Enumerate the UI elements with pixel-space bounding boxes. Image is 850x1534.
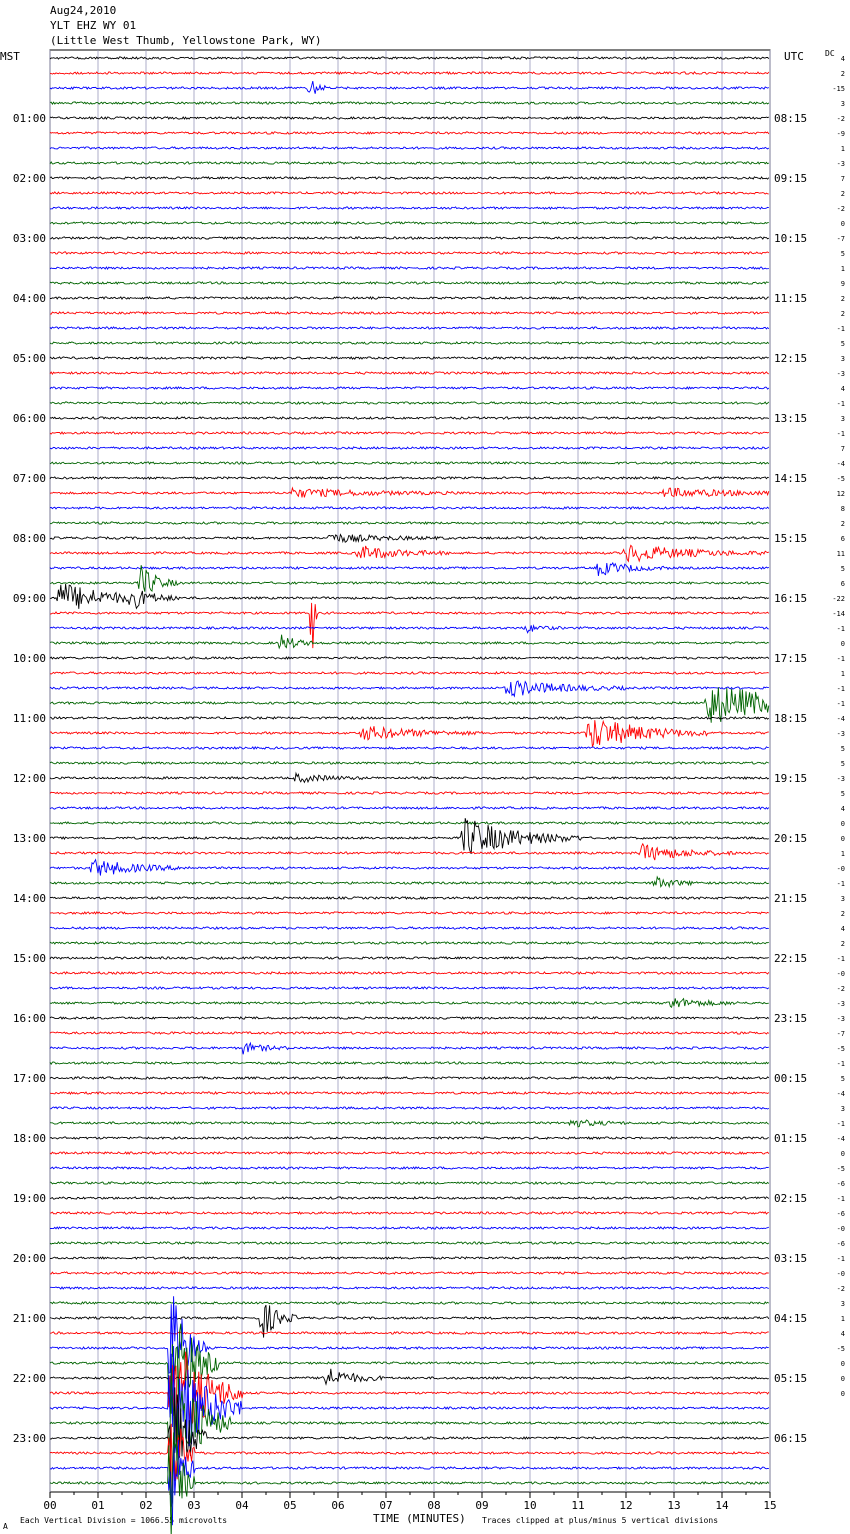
x-tick-label: 15 <box>763 1499 777 1512</box>
utc-hour-label: 20:15 <box>774 832 808 845</box>
trace-row <box>50 132 769 134</box>
trace-row <box>50 1287 769 1289</box>
mst-hour-label: 18:00 <box>12 1132 46 1145</box>
utc-hour-label: 14:15 <box>774 472 808 485</box>
dc-offset-label: -3 <box>836 370 845 378</box>
dc-offset-label: 1 <box>840 1315 845 1323</box>
mst-hour-label: 21:00 <box>12 1312 46 1325</box>
trace-row <box>50 563 769 576</box>
trace-row <box>50 522 769 524</box>
trace-row <box>50 1120 769 1127</box>
trace-row <box>50 387 769 389</box>
dc-offset-label: 0 <box>840 1375 845 1383</box>
trace-row <box>50 860 769 876</box>
trace-row <box>50 267 769 269</box>
trace-row <box>50 762 769 764</box>
trace-row <box>50 1324 769 1414</box>
dc-offset-label: -2 <box>836 115 845 123</box>
trace-row <box>50 1272 769 1274</box>
trace-row <box>50 1424 769 1495</box>
mst-hour-label: 09:00 <box>12 592 46 605</box>
trace-row <box>50 162 769 164</box>
trace-row <box>50 102 769 104</box>
dc-offset-label: -0 <box>836 1270 845 1278</box>
dc-offset-label: 5 <box>840 760 845 768</box>
trace-row <box>50 1152 769 1154</box>
dc-offset-label: -1 <box>836 1195 845 1203</box>
mst-hour-label: 02:00 <box>12 172 46 185</box>
trace-row <box>50 681 769 696</box>
x-tick-label: 09 <box>475 1499 489 1512</box>
dc-offset-label: 2 <box>840 520 845 528</box>
trace-row <box>50 1369 769 1384</box>
dc-offset-label: 3 <box>840 415 845 423</box>
dc-offset-label: 5 <box>840 790 845 798</box>
mst-hour-label: 23:00 <box>12 1432 46 1445</box>
dc-offset-label: 0 <box>840 640 845 648</box>
trace-row <box>50 252 769 254</box>
dc-offset-label: 0 <box>840 820 845 828</box>
trace-row <box>50 545 769 561</box>
dc-offset-label: -1 <box>836 1255 845 1263</box>
dc-offset-label: -7 <box>836 235 845 243</box>
dc-offset-label: -4 <box>836 1135 845 1143</box>
x-tick-label: 03 <box>187 1499 201 1512</box>
mst-hour-label: 10:00 <box>12 652 46 665</box>
trace-row <box>50 635 769 648</box>
dc-offset-label: -3 <box>836 160 845 168</box>
mst-hour-label: 16:00 <box>12 1012 46 1025</box>
trace-row <box>50 1296 769 1373</box>
dc-offset-label: -4 <box>836 715 845 723</box>
station-location: (Little West Thumb, Yellowstone Park, WY) <box>50 34 322 47</box>
dc-offset-label: -3 <box>836 730 845 738</box>
mst-hour-label: 17:00 <box>12 1072 46 1085</box>
utc-hour-label: 01:15 <box>774 1132 808 1145</box>
utc-hour-label: 21:15 <box>774 892 808 905</box>
axis-labels <box>13 55 845 1512</box>
trace-row <box>50 1062 769 1064</box>
trace-row <box>50 657 769 659</box>
x-tick-label: 07 <box>379 1499 393 1512</box>
x-tick-label: 11 <box>571 1499 585 1512</box>
dc-offset-label: -1 <box>836 685 845 693</box>
minute-gridlines <box>50 50 770 1498</box>
trace-row <box>50 297 769 299</box>
mst-hour-label: 06:00 <box>12 412 46 425</box>
mst-hour-label: 12:00 <box>12 772 46 785</box>
trace-row <box>50 372 769 374</box>
dc-offset-label: 7 <box>840 445 845 453</box>
corner-mark: A <box>3 1522 8 1531</box>
dc-offset-label: 0 <box>840 1360 845 1368</box>
utc-hour-label: 08:15 <box>774 112 808 125</box>
dc-offset-label: 4 <box>840 925 845 933</box>
utc-hour-label: 17:15 <box>774 652 808 665</box>
trace-row <box>50 507 769 509</box>
utc-hour-label: 03:15 <box>774 1252 808 1265</box>
dc-offset-label: -4 <box>836 1090 845 1098</box>
trace-row <box>50 432 769 434</box>
utc-hour-label: 16:15 <box>774 592 808 605</box>
dc-offset-label: -1 <box>836 1120 845 1128</box>
trace-row <box>50 1346 769 1453</box>
trace-row <box>50 1077 769 1079</box>
dc-offset-label: 2 <box>840 940 845 948</box>
trace-row <box>50 1032 769 1034</box>
mst-hour-label: 04:00 <box>12 292 46 305</box>
trace-row <box>50 603 769 648</box>
mst-hour-label: 14:00 <box>12 892 46 905</box>
trace-row <box>50 1017 769 1019</box>
utc-axis-label: UTC <box>784 50 804 63</box>
mst-hour-label: 05:00 <box>12 352 46 365</box>
trace-row <box>50 942 769 944</box>
mst-axis-label: MST <box>0 50 20 63</box>
dc-offset-label: -1 <box>836 955 845 963</box>
trace-row <box>50 447 769 449</box>
dc-offset-label: -1 <box>836 430 845 438</box>
mst-hour-label: 19:00 <box>12 1192 46 1205</box>
dc-offset-label: -15 <box>832 85 845 93</box>
dc-offset-label: -5 <box>836 1045 845 1053</box>
dc-offset-label: 2 <box>840 310 845 318</box>
trace-row <box>50 1352 769 1450</box>
dc-offset-label: 9 <box>840 280 845 288</box>
x-tick-label: 01 <box>91 1499 105 1512</box>
dc-offset-label: -3 <box>836 775 845 783</box>
trace-row <box>50 207 769 209</box>
mst-hour-label: 20:00 <box>12 1252 46 1265</box>
x-tick-label: 06 <box>331 1499 345 1512</box>
plot-frame <box>50 50 770 1492</box>
trace-row <box>50 972 769 974</box>
trace-row <box>50 1043 769 1054</box>
mst-hour-label: 03:00 <box>12 232 46 245</box>
dc-offset-label: -4 <box>836 460 845 468</box>
x-tick-label: 12 <box>619 1499 633 1512</box>
dc-offset-label: 0 <box>840 220 845 228</box>
mst-hour-label: 11:00 <box>12 712 46 725</box>
dc-offset-label: -1 <box>836 700 845 708</box>
dc-offset-label: 2 <box>840 295 845 303</box>
trace-row <box>50 462 769 464</box>
trace-row <box>50 717 769 719</box>
dc-offset-label: 1 <box>840 850 845 858</box>
trace-row <box>50 807 769 809</box>
dc-offset-label: 3 <box>840 355 845 363</box>
utc-hour-label: 18:15 <box>774 712 808 725</box>
dc-offset-label: -3 <box>836 1000 845 1008</box>
x-tick-label: 05 <box>283 1499 297 1512</box>
utc-hour-label: 02:15 <box>774 1192 808 1205</box>
dc-offset-label: 1 <box>840 265 845 273</box>
dc-offset-label: 6 <box>840 535 845 543</box>
trace-row <box>50 417 769 419</box>
dc-offset-label: 5 <box>840 745 845 753</box>
scale-note: Each Vertical Division = 1066.55 microvolts <box>20 1516 228 1525</box>
dc-offset-label: 8 <box>840 505 845 513</box>
dc-offset-label: -7 <box>836 1030 845 1038</box>
trace-row <box>50 1332 769 1334</box>
trace-row <box>50 747 769 749</box>
utc-hour-label: 05:15 <box>774 1372 808 1385</box>
trace-row <box>50 625 769 632</box>
trace-row <box>50 312 769 314</box>
trace-row <box>50 81 769 94</box>
dc-offset-label: -9 <box>836 130 845 138</box>
trace-row <box>50 72 769 74</box>
x-tick-label: 08 <box>427 1499 441 1512</box>
trace-row <box>50 1257 769 1259</box>
trace-row <box>50 1302 769 1304</box>
trace-row <box>50 117 769 119</box>
mst-hour-label: 07:00 <box>12 472 46 485</box>
dc-offset-label: 4 <box>840 1330 845 1338</box>
trace-row <box>50 342 769 344</box>
dc-offset-label: -0 <box>836 1225 845 1233</box>
dc-offset-label: -1 <box>836 1060 845 1068</box>
x-axis-title: TIME (MINUTES) <box>373 1512 466 1525</box>
mst-hour-label: 15:00 <box>12 952 46 965</box>
utc-hour-label: 22:15 <box>774 952 808 965</box>
dc-offset-label: 0 <box>840 1150 845 1158</box>
seismic-traces <box>50 57 769 1534</box>
trace-row <box>50 1107 769 1109</box>
dc-offset-label: 1 <box>840 670 845 678</box>
trace-row <box>50 957 769 959</box>
utc-hour-label: 04:15 <box>774 1312 808 1325</box>
x-tick-label: 10 <box>523 1499 537 1512</box>
dc-offset-label: 4 <box>840 55 845 63</box>
trace-row <box>50 535 769 543</box>
trace-row <box>50 327 769 329</box>
dc-offset-label: -1 <box>836 325 845 333</box>
dc-offset-label: -6 <box>836 1240 845 1248</box>
trace-row <box>50 1387 769 1506</box>
trace-row <box>50 1368 769 1481</box>
dc-offset-label: -3 <box>836 1015 845 1023</box>
dc-offset-label: 3 <box>840 100 845 108</box>
dc-offset-label: 2 <box>840 70 845 78</box>
dc-offset-label: 12 <box>836 490 845 498</box>
utc-hour-label: 11:15 <box>774 292 808 305</box>
dc-offset-label: -5 <box>836 1165 845 1173</box>
utc-hour-label: 09:15 <box>774 172 808 185</box>
dc-offset-label: 0 <box>840 1390 845 1398</box>
dc-offset-label: -6 <box>836 1210 845 1218</box>
trace-row <box>50 987 769 989</box>
dc-offset-label: 4 <box>840 385 845 393</box>
trace-row <box>50 237 769 239</box>
dc-offset-label: -1 <box>836 880 845 888</box>
clip-note: Traces clipped at plus/minus 5 vertical divisions <box>482 1516 719 1525</box>
trace-row <box>50 1242 769 1244</box>
dc-offset-label: 5 <box>840 1075 845 1083</box>
trace-row <box>50 192 769 194</box>
dc-offset-label: -2 <box>836 205 845 213</box>
dc-offset-label: 11 <box>836 550 845 558</box>
trace-row <box>50 1137 769 1139</box>
trace-row <box>50 402 769 404</box>
x-tick-label: 13 <box>667 1499 681 1512</box>
x-tick-label: 02 <box>139 1499 153 1512</box>
dc-offset-label: 2 <box>840 910 845 918</box>
trace-row <box>50 222 769 224</box>
x-tick-label: 00 <box>43 1499 57 1512</box>
dc-offset-label: -14 <box>832 610 845 618</box>
trace-row <box>50 1227 769 1229</box>
trace-row <box>50 844 769 860</box>
x-tick-label: 04 <box>235 1499 249 1512</box>
dc-offset-label: -6 <box>836 1180 845 1188</box>
dc-offset-label: 0 <box>840 835 845 843</box>
dc-offset-label: 5 <box>840 250 845 258</box>
trace-row <box>50 477 769 479</box>
trace-row <box>50 584 769 609</box>
dc-column-label: DC <box>825 49 835 58</box>
dc-offset-label: -5 <box>836 1345 845 1353</box>
dc-offset-label: 6 <box>840 580 845 588</box>
dc-offset-label: 1 <box>840 145 845 153</box>
mst-hour-label: 08:00 <box>12 532 46 545</box>
record-date: Aug24,2010 <box>50 4 117 17</box>
dc-offset-label: -1 <box>836 400 845 408</box>
trace-row <box>50 927 769 929</box>
dc-offset-label: -22 <box>832 595 845 603</box>
trace-row <box>50 282 769 284</box>
trace-row <box>50 147 769 149</box>
trace-row <box>50 1182 769 1184</box>
station-code: YLT EHZ WY 01 <box>50 19 137 32</box>
trace-row <box>50 177 769 179</box>
dc-offset-label: -1 <box>836 625 845 633</box>
trace-row <box>50 1432 769 1534</box>
dc-offset-label: 7 <box>840 175 845 183</box>
x-tick-label: 14 <box>715 1499 729 1512</box>
trace-row <box>50 897 769 899</box>
dc-offset-label: -1 <box>836 655 845 663</box>
utc-hour-label: 19:15 <box>774 772 808 785</box>
dc-offset-label: 3 <box>840 1300 845 1308</box>
mst-hour-label: 22:00 <box>12 1372 46 1385</box>
dc-offset-label: -2 <box>836 1285 845 1293</box>
utc-hour-label: 23:15 <box>774 1012 808 1025</box>
dc-offset-label: -5 <box>836 475 845 483</box>
trace-row <box>50 998 769 1007</box>
dc-offset-label: 3 <box>840 895 845 903</box>
trace-row <box>50 822 769 824</box>
utc-hour-label: 10:15 <box>774 232 808 245</box>
dc-offset-label: 2 <box>840 190 845 198</box>
dc-offset-label: 5 <box>840 565 845 573</box>
dc-offset-label: 5 <box>840 340 845 348</box>
dc-offset-label: -2 <box>836 985 845 993</box>
trace-row <box>50 672 769 674</box>
utc-hour-label: 00:15 <box>774 1072 808 1085</box>
trace-row <box>50 720 769 746</box>
trace-row <box>50 488 769 497</box>
mst-hour-label: 01:00 <box>12 112 46 125</box>
utc-hour-label: 06:15 <box>774 1432 808 1445</box>
trace-row <box>50 877 769 887</box>
trace-row <box>50 912 769 914</box>
utc-hour-label: 13:15 <box>774 412 808 425</box>
trace-row <box>50 57 769 59</box>
dc-offset-label: -0 <box>836 865 845 873</box>
utc-hour-label: 12:15 <box>774 352 808 365</box>
utc-hour-label: 15:15 <box>774 532 808 545</box>
trace-row <box>50 792 769 794</box>
dc-offset-label: 3 <box>840 1105 845 1113</box>
trace-row <box>50 1197 769 1199</box>
trace-row <box>50 773 769 782</box>
dc-offset-label: 4 <box>840 805 845 813</box>
trace-row <box>50 1167 769 1169</box>
trace-row <box>50 1212 769 1214</box>
trace-row <box>50 357 769 359</box>
trace-row <box>50 1092 769 1094</box>
mst-hour-label: 13:00 <box>12 832 46 845</box>
dc-offset-label: -0 <box>836 970 845 978</box>
